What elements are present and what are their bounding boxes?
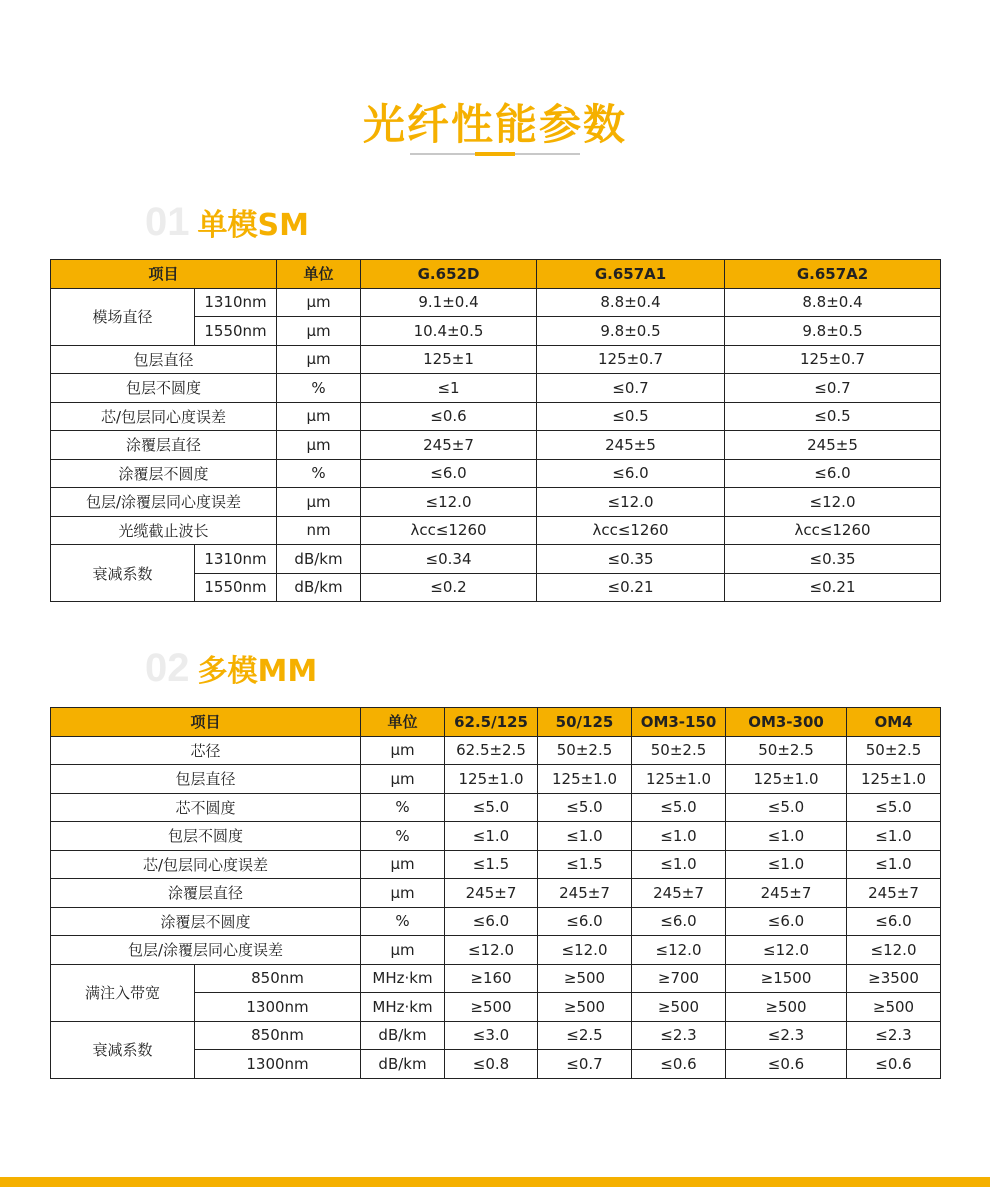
table-row — [51, 516, 941, 545]
row-label: 涂覆层直径 — [51, 431, 277, 460]
row-unit: dB/km — [361, 1021, 445, 1050]
table-row — [51, 907, 941, 936]
page-title: 光纤性能参数 — [362, 100, 627, 149]
row-unit: μm — [277, 402, 361, 431]
table-row — [51, 822, 941, 851]
table-cell: ≤0.7 — [538, 1050, 632, 1079]
table-row — [51, 374, 941, 403]
table-cell: ≤2.3 — [847, 1021, 941, 1050]
table-cell: ≤12.0 — [632, 936, 726, 965]
row-label: 包层/涂覆层同心度误差 — [51, 936, 361, 965]
row-sublabel: 850nm — [195, 964, 361, 993]
table-cell: ≤1.0 — [632, 822, 726, 851]
table-cell: ≤0.34 — [361, 545, 537, 574]
header-col: 62.5/125 — [445, 708, 538, 737]
header-col: G.657A1 — [537, 260, 725, 289]
row-label: 满注入带宽 — [51, 964, 195, 1021]
table-row — [51, 459, 941, 488]
header-col: OM3-300 — [726, 708, 847, 737]
section-number: 01 — [145, 200, 190, 244]
header-unit: 单位 — [277, 260, 361, 289]
table-cell: 125±1.0 — [445, 765, 538, 794]
table-cell: ≥1500 — [726, 964, 847, 993]
header-unit: 单位 — [361, 708, 445, 737]
table-cell: ≤1.5 — [538, 850, 632, 879]
table-cell: 9.1±0.4 — [361, 288, 537, 317]
footer-accent-bar — [0, 1177, 990, 1187]
row-label: 包层不圆度 — [51, 822, 361, 851]
table-cell: ≥700 — [632, 964, 726, 993]
table-cell: ≤6.0 — [847, 907, 941, 936]
row-unit: μm — [361, 936, 445, 965]
table-cell: ≤12.0 — [725, 488, 941, 517]
table-cell: ≤1.0 — [538, 822, 632, 851]
table-cell: 50±2.5 — [847, 736, 941, 765]
table-row — [51, 488, 941, 517]
table-cell: ≤0.2 — [361, 573, 537, 602]
table-cell: 50±2.5 — [632, 736, 726, 765]
table-cell: ≤5.0 — [847, 793, 941, 822]
table-row — [51, 402, 941, 431]
table-cell: ≤0.21 — [537, 573, 725, 602]
row-label: 包层直径 — [51, 765, 361, 794]
table-cell: ≤12.0 — [445, 936, 538, 965]
title-accent-bar — [475, 152, 515, 156]
table-row — [51, 288, 941, 317]
row-unit: dB/km — [277, 545, 361, 574]
table-cell: ≤6.0 — [725, 459, 941, 488]
row-label: 芯/包层同心度误差 — [51, 402, 277, 431]
table-cell: ≤0.21 — [725, 573, 941, 602]
table-cell: 50±2.5 — [538, 736, 632, 765]
table-cell: ≤5.0 — [538, 793, 632, 822]
table-cell: ≥500 — [847, 993, 941, 1022]
row-unit: % — [361, 822, 445, 851]
table-cell: 245±7 — [726, 879, 847, 908]
table-cell: ≤1.5 — [445, 850, 538, 879]
table-cell: ≤2.3 — [632, 1021, 726, 1050]
table-cell: 245±5 — [537, 431, 725, 460]
table-cell: ≤1 — [361, 374, 537, 403]
table-row — [51, 793, 941, 822]
table-cell: ≤0.7 — [725, 374, 941, 403]
table-cell: λcc≤1260 — [537, 516, 725, 545]
table-cell: ≤1.0 — [445, 822, 538, 851]
row-unit: μm — [361, 765, 445, 794]
row-label: 衰减系数 — [51, 545, 195, 602]
table-cell: ≤1.0 — [847, 850, 941, 879]
table-cell: ≤0.7 — [537, 374, 725, 403]
row-unit: μm — [361, 850, 445, 879]
table-cell: ≤0.5 — [537, 402, 725, 431]
table-cell: ≥160 — [445, 964, 538, 993]
table-cell: ≤0.6 — [726, 1050, 847, 1079]
table-cell: ≤1.0 — [632, 850, 726, 879]
table-cell: 245±7 — [632, 879, 726, 908]
row-unit: μm — [277, 288, 361, 317]
section-label: 多模MM — [197, 654, 318, 689]
table-cell: ≤1.0 — [726, 850, 847, 879]
table-cell: ≤0.35 — [537, 545, 725, 574]
header-item: 项目 — [51, 708, 361, 737]
table-cell: ≤12.0 — [847, 936, 941, 965]
row-unit: nm — [277, 516, 361, 545]
row-label: 芯径 — [51, 736, 361, 765]
table-row — [51, 1021, 941, 1050]
row-unit: % — [277, 374, 361, 403]
table-cell: 245±7 — [361, 431, 537, 460]
table-cell: ≤12.0 — [538, 936, 632, 965]
table-cell: 125±0.7 — [537, 345, 725, 374]
row-label: 模场直径 — [51, 288, 195, 345]
section-label: 单模SM — [197, 208, 309, 243]
row-label: 芯不圆度 — [51, 793, 361, 822]
row-unit: % — [361, 793, 445, 822]
table-cell: 8.8±0.4 — [537, 288, 725, 317]
table-cell: ≤12.0 — [537, 488, 725, 517]
row-unit: MHz·km — [361, 993, 445, 1022]
row-label: 芯/包层同心度误差 — [51, 850, 361, 879]
row-unit: μm — [361, 736, 445, 765]
multi-mode-table — [50, 707, 941, 1079]
header-col: OM3-150 — [632, 708, 726, 737]
table-cell: ≤2.3 — [726, 1021, 847, 1050]
table-cell: 245±7 — [445, 879, 538, 908]
row-label: 包层/涂覆层同心度误差 — [51, 488, 277, 517]
table-cell: ≤12.0 — [361, 488, 537, 517]
table-cell: 245±5 — [725, 431, 941, 460]
table-cell: ≤0.8 — [445, 1050, 538, 1079]
header-col: OM4 — [847, 708, 941, 737]
row-sublabel: 1310nm — [195, 545, 277, 574]
single-mode-table — [50, 259, 941, 602]
table-cell: ≥500 — [538, 993, 632, 1022]
table-cell: ≤0.6 — [361, 402, 537, 431]
row-sublabel: 1310nm — [195, 288, 277, 317]
section-number: 02 — [145, 646, 190, 690]
table-cell: 9.8±0.5 — [537, 317, 725, 346]
table-cell: ≤6.0 — [361, 459, 537, 488]
row-sublabel: 850nm — [195, 1021, 361, 1050]
row-label: 涂覆层直径 — [51, 879, 361, 908]
table-cell: ≥500 — [726, 993, 847, 1022]
table-cell: ≥500 — [632, 993, 726, 1022]
row-sublabel: 1550nm — [195, 573, 277, 602]
row-unit: dB/km — [277, 573, 361, 602]
table-cell: λcc≤1260 — [361, 516, 537, 545]
table-cell: 62.5±2.5 — [445, 736, 538, 765]
table-cell: ≤5.0 — [632, 793, 726, 822]
table-cell: 245±7 — [538, 879, 632, 908]
table-cell: ≥500 — [538, 964, 632, 993]
table-cell: ≤0.6 — [847, 1050, 941, 1079]
table-row — [51, 765, 941, 794]
header-item: 项目 — [51, 260, 277, 289]
row-unit: dB/km — [361, 1050, 445, 1079]
row-label: 涂覆层不圆度 — [51, 459, 277, 488]
row-unit: % — [361, 907, 445, 936]
table-row — [51, 936, 941, 965]
table-cell: ≥3500 — [847, 964, 941, 993]
table-header-row — [51, 260, 941, 289]
header-col: G.657A2 — [725, 260, 941, 289]
header-col: 50/125 — [538, 708, 632, 737]
table-cell: ≤3.0 — [445, 1021, 538, 1050]
row-unit: MHz·km — [361, 964, 445, 993]
table-cell: 125±1.0 — [847, 765, 941, 794]
table-cell: ≤2.5 — [538, 1021, 632, 1050]
table-cell: ≤1.0 — [726, 822, 847, 851]
table-row — [51, 964, 941, 993]
table-cell: ≥500 — [445, 993, 538, 1022]
row-sublabel: 1550nm — [195, 317, 277, 346]
row-label: 光缆截止波长 — [51, 516, 277, 545]
table-cell: 50±2.5 — [726, 736, 847, 765]
table-cell: 125±1.0 — [726, 765, 847, 794]
table-row — [51, 850, 941, 879]
table-cell: 125±1.0 — [632, 765, 726, 794]
table-cell: ≤1.0 — [847, 822, 941, 851]
table-cell: 245±7 — [847, 879, 941, 908]
table-cell: 9.8±0.5 — [725, 317, 941, 346]
table-cell: ≤5.0 — [726, 793, 847, 822]
row-sublabel: 1300nm — [195, 993, 361, 1022]
table-cell: 8.8±0.4 — [725, 288, 941, 317]
row-unit: μm — [277, 488, 361, 517]
row-unit: μm — [361, 879, 445, 908]
table-cell: 125±1 — [361, 345, 537, 374]
row-label: 涂覆层不圆度 — [51, 907, 361, 936]
header-col: G.652D — [361, 260, 537, 289]
table-cell: ≤0.5 — [725, 402, 941, 431]
table-cell: ≤6.0 — [445, 907, 538, 936]
table-cell: 10.4±0.5 — [361, 317, 537, 346]
table-cell: ≤6.0 — [632, 907, 726, 936]
table-row — [51, 431, 941, 460]
table-row — [51, 879, 941, 908]
row-unit: % — [277, 459, 361, 488]
table-cell: ≤0.6 — [632, 1050, 726, 1079]
row-label: 包层不圆度 — [51, 374, 277, 403]
table-row — [51, 545, 941, 574]
table-cell: ≤6.0 — [538, 907, 632, 936]
table-cell: ≤6.0 — [537, 459, 725, 488]
table-cell: ≤12.0 — [726, 936, 847, 965]
table-row — [51, 345, 941, 374]
row-label: 衰减系数 — [51, 1021, 195, 1078]
row-sublabel: 1300nm — [195, 1050, 361, 1079]
row-unit: μm — [277, 317, 361, 346]
table-cell: ≤5.0 — [445, 793, 538, 822]
table-cell: ≤6.0 — [726, 907, 847, 936]
row-unit: μm — [277, 345, 361, 374]
row-unit: μm — [277, 431, 361, 460]
section-heading-sm — [145, 200, 309, 244]
table-header-row — [51, 708, 941, 737]
table-cell: ≤0.35 — [725, 545, 941, 574]
table-cell: 125±1.0 — [538, 765, 632, 794]
table-cell: λcc≤1260 — [725, 516, 941, 545]
table-cell: 125±0.7 — [725, 345, 941, 374]
section-heading-mm — [145, 646, 317, 690]
table-row — [51, 736, 941, 765]
row-label: 包层直径 — [51, 345, 277, 374]
